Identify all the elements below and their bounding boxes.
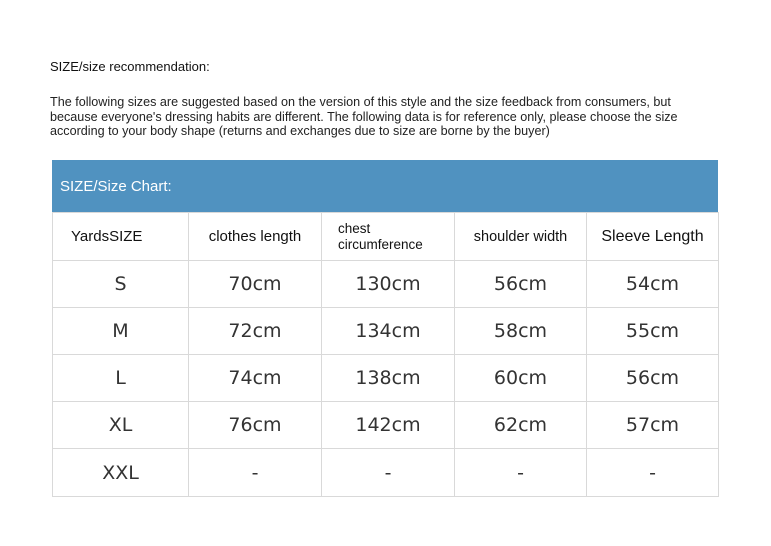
table-row [53, 449, 719, 497]
sleeve-cell: 57cm [587, 402, 719, 449]
table-row [53, 261, 719, 308]
header-clothes-length: clothes length [189, 213, 322, 261]
sleeve-cell: 56cm [587, 355, 719, 402]
header-size: YardsSIZE [53, 213, 189, 261]
clothes-length-cell: 72cm [189, 308, 322, 355]
sleeve-cell: 54cm [587, 261, 719, 308]
shoulder-cell: - [455, 449, 587, 497]
chest-cell: 138cm [322, 355, 455, 402]
clothes-length-cell: 70cm [189, 261, 322, 308]
shoulder-cell: 56cm [455, 261, 587, 308]
page-heading: SIZE/size recommendation: [50, 59, 210, 74]
table-row [53, 308, 719, 355]
header-sleeve-length: Sleeve Length [587, 213, 719, 261]
header-chest-line1: chest [338, 220, 371, 236]
header-shoulder-width: shoulder width [455, 213, 587, 261]
table-row [53, 355, 719, 402]
shoulder-cell: 62cm [455, 402, 587, 449]
clothes-length-cell: - [189, 449, 322, 497]
sleeve-cell: 55cm [587, 308, 719, 355]
chest-cell: - [322, 449, 455, 497]
intro-text: The following sizes are suggested based on the version of this style and the size feedback from consumers, but because everyone's dressing habits are different. The following data is for reference only, please choose the size according to your body shape (returns and exchanges due to size are borne by the buyer) [50, 95, 678, 138]
shoulder-cell: 60cm [455, 355, 587, 402]
chest-cell: 142cm [322, 402, 455, 449]
header-chest-line2: circumference [338, 236, 423, 252]
header-chest-circumference [322, 213, 455, 261]
clothes-length-cell: 76cm [189, 402, 322, 449]
size-cell: M [53, 308, 189, 355]
size-cell: XXL [53, 449, 189, 497]
size-chart [52, 160, 718, 497]
table-header-row [53, 213, 719, 261]
chest-cell: 130cm [322, 261, 455, 308]
clothes-length-cell: 74cm [189, 355, 322, 402]
size-cell: S [53, 261, 189, 308]
size-chart-banner: SIZE/Size Chart: [52, 160, 718, 212]
size-table [52, 212, 719, 497]
size-cell: XL [53, 402, 189, 449]
sleeve-cell: - [587, 449, 719, 497]
chest-cell: 134cm [322, 308, 455, 355]
table-row [53, 402, 719, 449]
shoulder-cell: 58cm [455, 308, 587, 355]
size-cell: L [53, 355, 189, 402]
